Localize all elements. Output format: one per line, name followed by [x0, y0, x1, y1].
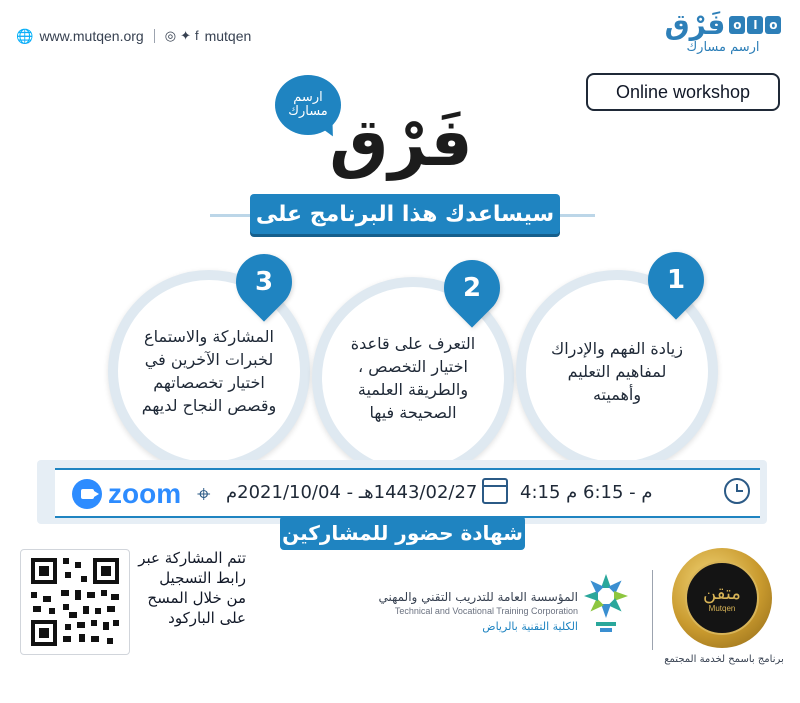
point-text: المشاركة والاستماع لخبرات الآخرين في اختيار تخصصاتهم وقصص النجاح لديهم — [141, 327, 277, 415]
social-icons — [165, 28, 199, 44]
bubble-line: ارسم — [293, 90, 323, 105]
facebook-icon[interactable]: f — [194, 28, 199, 43]
tvtc-english-name: Technical and Vocational Training Corporation — [394, 606, 578, 616]
point-text: التعرف على قاعدة اختيار التخصص ، والطريقة العلمية الصحيحة فيها — [350, 334, 476, 422]
point-number-2: 2 — [432, 248, 511, 327]
divider — [154, 29, 155, 43]
brand-tagline: ارسم مسارك — [686, 40, 760, 55]
point-text: زيادة الفهم والإدراك لمفاهيم التعليم وأهميته — [551, 338, 683, 404]
college-name: الكلية التقنية بالرياض — [482, 620, 578, 633]
clock-icon — [724, 478, 750, 504]
certificate-banner: شهادة حضور للمشاركين — [280, 516, 525, 550]
twitter-icon[interactable]: ✦ — [180, 28, 191, 43]
zoom-logo — [72, 478, 181, 510]
location-pin-icon: ⌖ — [197, 480, 211, 508]
brand-name: فَرْق — [664, 8, 726, 41]
point-number-3: 3 — [224, 242, 303, 321]
calendar-icon — [482, 478, 508, 504]
session-time: 4:15 م - 6:15 م — [520, 482, 653, 503]
tvtc-text — [360, 590, 578, 633]
qr-icon — [21, 550, 129, 654]
point-number-1: 1 — [636, 240, 715, 319]
mutqen-arabic: متقن — [703, 582, 741, 604]
online-workshop-badge: Online workshop — [586, 73, 780, 111]
hero-title: فَرْق — [329, 104, 473, 181]
social-handle: mutqen — [204, 28, 252, 44]
mutqen-caption: برنامج باسمح لخدمة المجتمع — [664, 654, 784, 665]
tvtc-arabic-name: المؤسسة العامة للتدريب التقني والمهني — [378, 590, 578, 604]
session-date: 1443/02/27هـ - 2021/10/04م — [226, 482, 478, 503]
zoom-wordmark: zoom — [108, 478, 182, 509]
globe-icon: 🌐 — [16, 27, 34, 44]
mutqen-seal-logo — [672, 548, 772, 648]
partner-divider — [652, 570, 653, 650]
bubble-line: مسارك — [288, 104, 328, 119]
instagram-icon[interactable]: ◎ — [164, 28, 177, 43]
section-title: سيساعدك هذا البرنامج على — [250, 194, 560, 234]
tvtc-logo-icon — [582, 570, 630, 640]
brand-logo — [664, 8, 778, 55]
website-link[interactable]: www.mutqen.org — [39, 28, 144, 44]
mutqen-english: Mutqen — [708, 603, 736, 613]
contact-bar — [16, 25, 251, 47]
zoom-camera-icon — [72, 479, 102, 509]
brand-mark: o ا o — [729, 16, 781, 34]
registration-instructions: تتم المشاركة عبر رابط التسجيل من خلال المسح على الباركود — [138, 549, 246, 627]
registration-qr-code[interactable] — [20, 549, 130, 655]
